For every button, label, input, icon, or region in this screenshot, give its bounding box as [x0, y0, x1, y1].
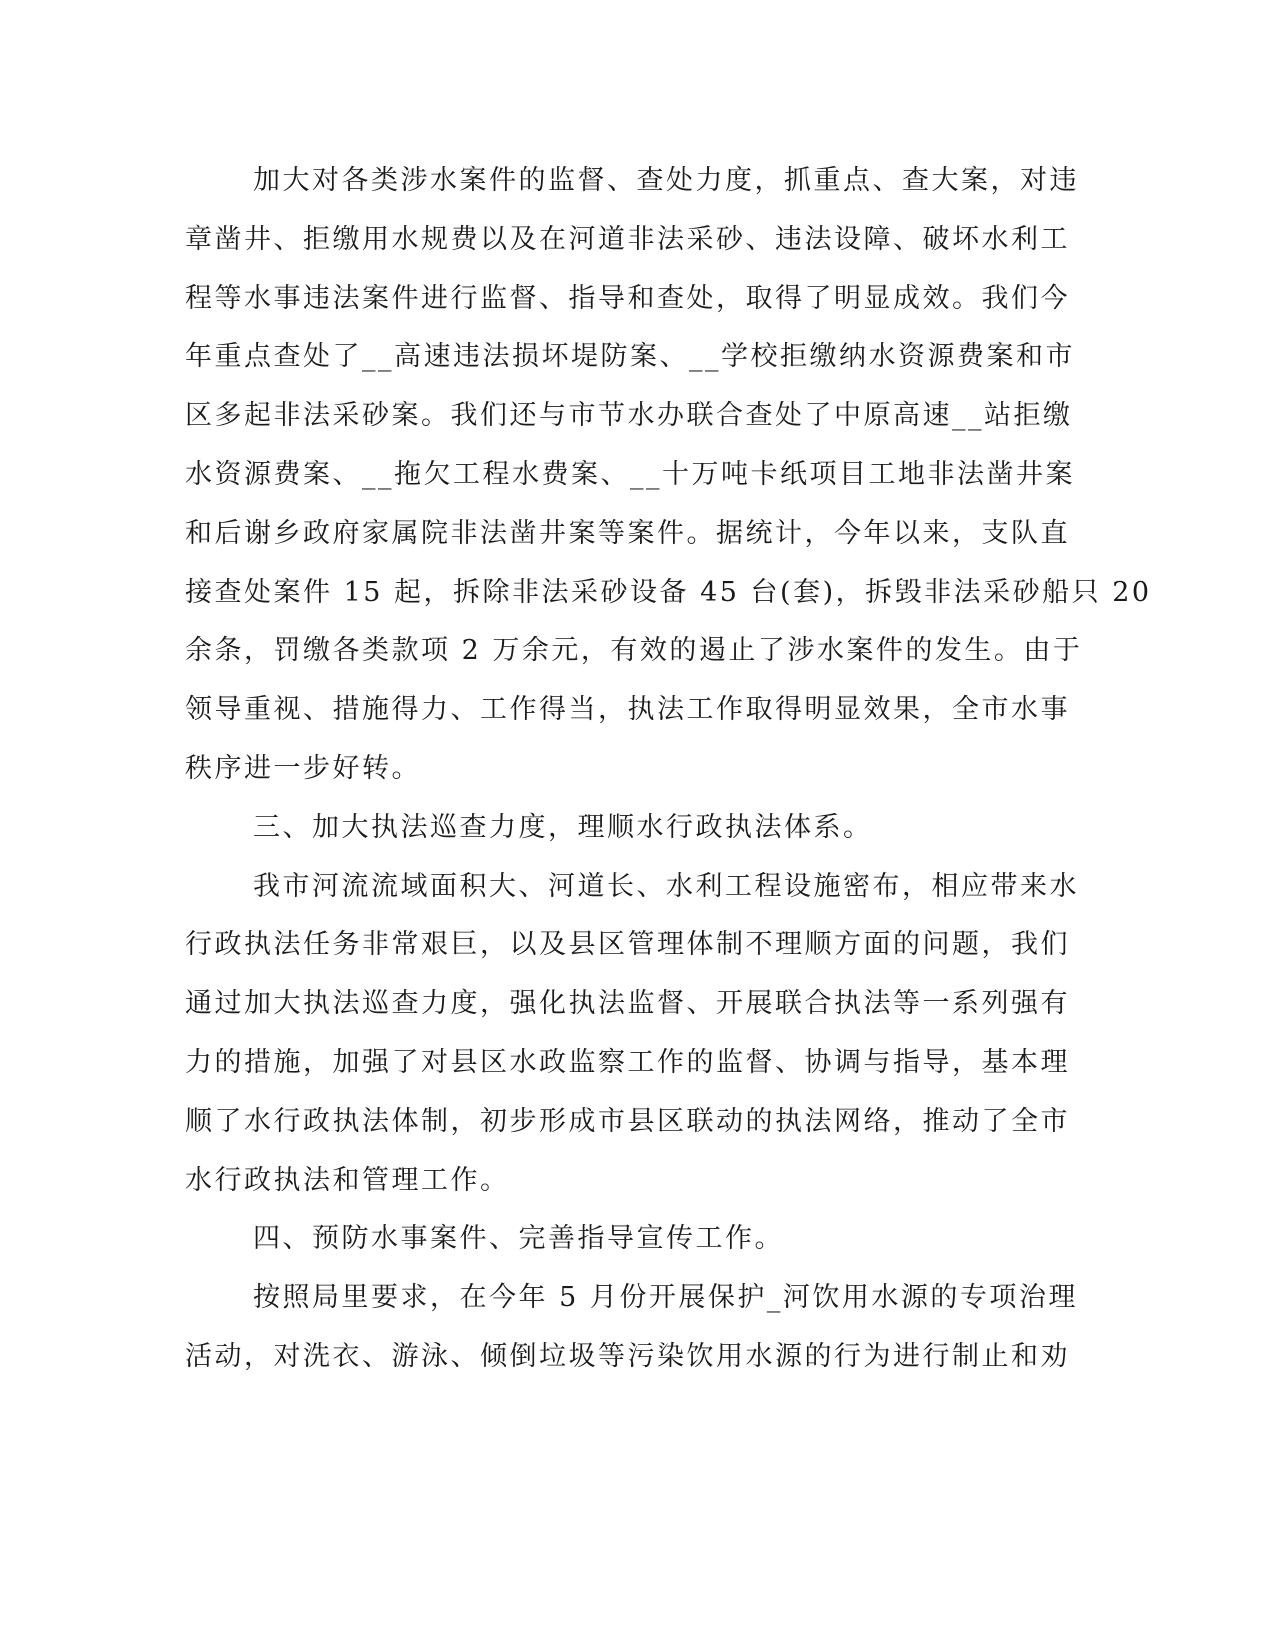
document-body: [185, 152, 1152, 1387]
text-line: 和后谢乡政府家属院非法凿井案等案件。据统计，今年以来，支队直: [185, 517, 1070, 549]
text-line: 章凿井、拒缴用水规费以及在河道非法采砂、违法设障、破坏水利工: [185, 223, 1070, 255]
text-line: 秩序进一步好转。: [185, 752, 421, 784]
heading-text: 三、加大执法巡查力度，理顺水行政执法体系。: [253, 811, 873, 843]
heading-text: 四、预防水事案件、完善指导宣传工作。: [253, 1223, 784, 1255]
text-line: 行政执法任务非常艰巨，以及县区管理体制不理顺方面的问题，我们: [185, 929, 1070, 961]
paragraph-prevention: [185, 1269, 1078, 1387]
text-line: 活动，对洗衣、游泳、倾倒垃圾等污染饮用水源的行为进行制止和劝: [185, 1340, 1070, 1372]
text-line: 力的措施，加强了对县区水政监察工作的监督、协调与指导，基本理: [185, 1046, 1070, 1078]
text-line: 水资源费案、__拖欠工程水费案、__十万吨卡纸项目工地非法凿井案: [185, 458, 1075, 490]
text-line: 按照局里要求，在今年 5 月份开展保护_河饮用水源的专项治理: [253, 1282, 1078, 1314]
text-line: 年重点查处了__高速违法损坏堤防案、__学校拒缴纳水资源费案和市: [185, 341, 1075, 373]
text-line: 我市河流流域面积大、河道长、水利工程设施密布，相应带来水: [253, 870, 1079, 902]
paragraph-enforcement-results: [185, 152, 1152, 799]
text-line: 加大对各类涉水案件的监督、查处力度，抓重点、查大案，对违: [253, 165, 1079, 196]
text-line: 水行政执法和管理工作。: [185, 1164, 510, 1196]
text-line: 领导重视、措施得力、工作得当，执法工作取得明显效果，全市水事: [185, 694, 1070, 726]
section-heading-4: [185, 1210, 1040, 1269]
section-heading-3: [185, 799, 1040, 858]
text-line: 余条，罚缴各类款项 2 万余元，有效的遏止了涉水案件的发生。由于: [185, 635, 1083, 667]
text-line: 接查处案件 15 起，拆除非法采砂设备 45 台(套)，拆毁非法采砂船只 20: [185, 576, 1152, 608]
text-line: 区多起非法采砂案。我们还与市节水办联合查处了中原高速__站拒缴: [185, 400, 1073, 432]
paragraph-inspection: [185, 858, 1079, 1211]
text-line: 通过加大执法巡查力度，强化执法监督、开展联合执法等一系列强有: [185, 988, 1070, 1020]
text-line: 程等水事违法案件进行监督、指导和查处，取得了明显成效。我们今: [185, 282, 1070, 314]
text-line: 顺了水行政执法体制，初步形成市县区联动的执法网络，推动了全市: [185, 1105, 1070, 1137]
